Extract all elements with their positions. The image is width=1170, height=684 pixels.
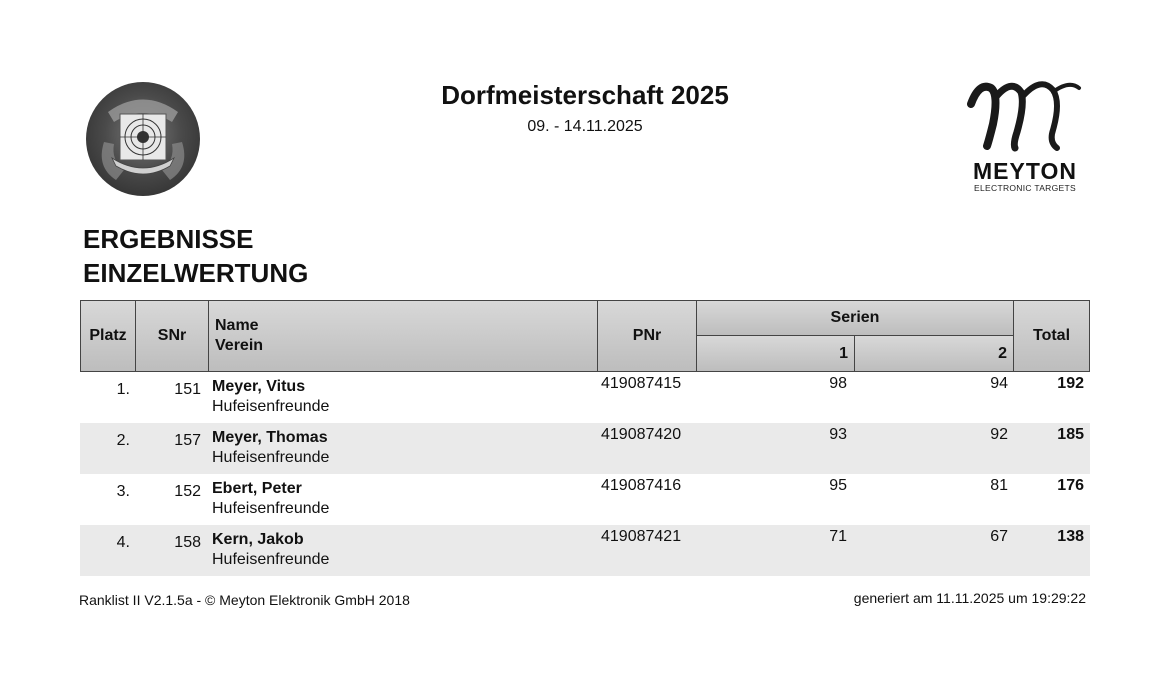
club-emblem-logo	[86, 82, 200, 196]
header-platz: Platz	[80, 300, 136, 372]
cell-snr: 151	[174, 381, 201, 398]
table-row	[80, 372, 1090, 423]
shooting-target-emblem-icon	[86, 82, 200, 196]
footer-generated: generiert am 11.11.2025 um 19:29:22	[853, 590, 1086, 606]
meyton-logo	[955, 72, 1095, 197]
cell-total: 185	[1057, 426, 1084, 443]
cell-pnr: 419087416	[601, 477, 682, 494]
section-title	[83, 222, 308, 290]
cell-pnr: 419087415	[601, 375, 682, 392]
brand-subtitle: ELECTRONIC TARGETS	[974, 183, 1076, 193]
results-table	[80, 300, 1090, 576]
header-serie-2: 2	[854, 335, 1014, 372]
header-total: Total	[1013, 300, 1090, 372]
cell-verein: Hufeisenfreunde	[212, 551, 330, 568]
cell-serie-2: 81	[990, 477, 1008, 494]
table-row	[80, 525, 1090, 576]
cell-total: 138	[1057, 528, 1084, 545]
table-body	[80, 372, 1090, 576]
table-header	[80, 300, 1090, 372]
cell-name: Meyer, Thomas	[212, 429, 328, 446]
section-title-line1: ERGEBNISSE	[83, 224, 254, 254]
table-row	[80, 474, 1090, 525]
cell-platz: 1.	[116, 381, 130, 398]
cell-serie-1: 93	[829, 426, 847, 443]
cell-serie-2: 92	[990, 426, 1008, 443]
cell-platz: 4.	[116, 534, 130, 551]
header-name: Name	[215, 317, 259, 334]
event-date: 09. - 14.11.2025	[527, 118, 643, 135]
footer-version: Ranklist II V2.1.5a - © Meyton Elektronik GmbH 2018	[79, 592, 410, 608]
header-serien: Serien	[696, 300, 1014, 336]
cell-total: 176	[1057, 477, 1084, 494]
cell-name: Ebert, Peter	[212, 480, 302, 497]
cell-pnr: 419087421	[601, 528, 682, 545]
cell-serie-1: 71	[829, 528, 847, 545]
cell-pnr: 419087420	[601, 426, 682, 443]
header-verein: Verein	[215, 337, 264, 354]
table-row	[80, 423, 1090, 474]
cell-name: Kern, Jakob	[212, 531, 304, 548]
cell-snr: 152	[174, 483, 201, 500]
header-name-verein	[208, 300, 598, 372]
cell-verein: Hufeisenfreunde	[212, 500, 330, 517]
header-pnr: PNr	[597, 300, 697, 372]
brand-name: MEYTON	[973, 158, 1077, 184]
cell-platz: 2.	[116, 432, 130, 449]
cell-verein: Hufeisenfreunde	[212, 449, 330, 466]
meyton-m-brushstroke-logo	[965, 74, 1085, 154]
cell-verein: Hufeisenfreunde	[212, 398, 330, 415]
cell-name: Meyer, Vitus	[212, 378, 306, 395]
header-snr: SNr	[135, 300, 209, 372]
cell-serie-1: 95	[829, 477, 847, 494]
cell-serie-2: 67	[990, 528, 1008, 545]
cell-snr: 158	[174, 534, 201, 551]
cell-serie-1: 98	[829, 375, 847, 392]
header-serie-1: 1	[696, 335, 855, 372]
cell-platz: 3.	[116, 483, 130, 500]
event-title: Dorfmeisterschaft 2025	[441, 80, 729, 110]
cell-total: 192	[1057, 375, 1084, 392]
cell-snr: 157	[174, 432, 201, 449]
cell-serie-2: 94	[990, 375, 1008, 392]
section-title-line2: EINZELWERTUNG	[83, 258, 309, 288]
